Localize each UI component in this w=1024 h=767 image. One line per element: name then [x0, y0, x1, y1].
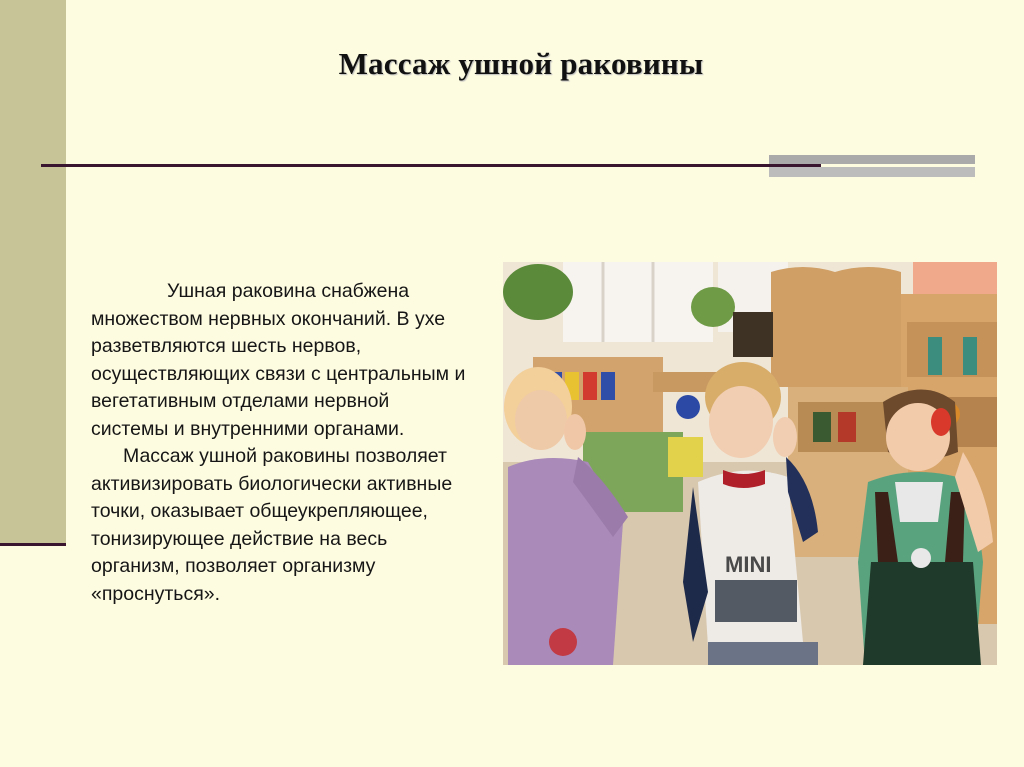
title-divider [41, 164, 821, 167]
kindergarten-photo [503, 262, 997, 665]
photo-shirt-text: MINI [725, 552, 772, 577]
slide-title: Массаж ушной раковины [338, 46, 704, 81]
title-divider-accent [769, 155, 975, 164]
side-bar-underline [0, 543, 66, 546]
title-divider-accent-lower [769, 167, 975, 177]
paragraph-ear-nerves: Ушная раковина снабжена множеством нервных окончаний. В ухе разветвляются шесть нервов, осуществляющих связи с центральным и вегетативным отделами нервной системы и внутренними органами. [91, 280, 466, 440]
paragraph-massage-effect: Массаж ушной раковины позволяет активизировать биологически активные точки, оказывает общеукрепляющее, тонизирующее действие на весь организм, позволяет организму «проснуться». [91, 445, 453, 605]
body-text [91, 278, 471, 608]
side-bar-decoration [0, 0, 66, 543]
